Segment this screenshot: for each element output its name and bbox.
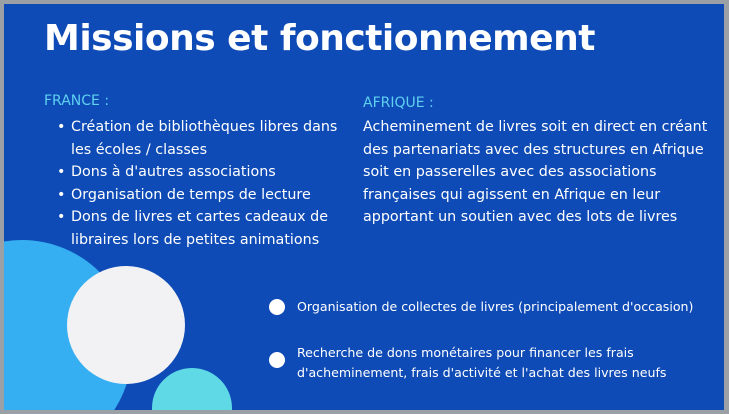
france-item: • Organisation de temps de lecture [44,184,344,207]
donation-point-line: Recherche de dons monétaires pour financer les frais [297,345,634,360]
france-item: • Création de bibliothèques libres dans les écoles / classes [44,116,344,161]
france-list [44,116,344,252]
donation-point [297,343,666,383]
slide [4,4,724,410]
afrique-text: Acheminement de livres soit en direct en créant des partenariats avec des structures en Afrique soit en passerelles avec des associations françaises qui agissent en Afrique en leur apportant un soutien avec des lots de livres [363,119,708,226]
slide-title: Missions et fonctionnement [44,18,595,59]
bullet-dot-icon [269,352,285,368]
france-item: • Dons à d'autres associations [44,161,344,184]
france-item: • Dons de livres et cartes cadeaux de libraires lors de petites animations [44,206,344,251]
collection-point: Organisation de collectes de livres (principalement d'occasion) [297,299,694,314]
bullet-dot-icon [269,299,285,315]
decorative-circle-teal [152,368,232,410]
france-heading: FRANCE : [44,93,110,109]
donation-point-line: d'acheminement, frais d'activité et l'achat des livres neufs [297,365,667,380]
decorative-circle-white [67,266,185,384]
afrique-heading: AFRIQUE : [363,95,434,111]
